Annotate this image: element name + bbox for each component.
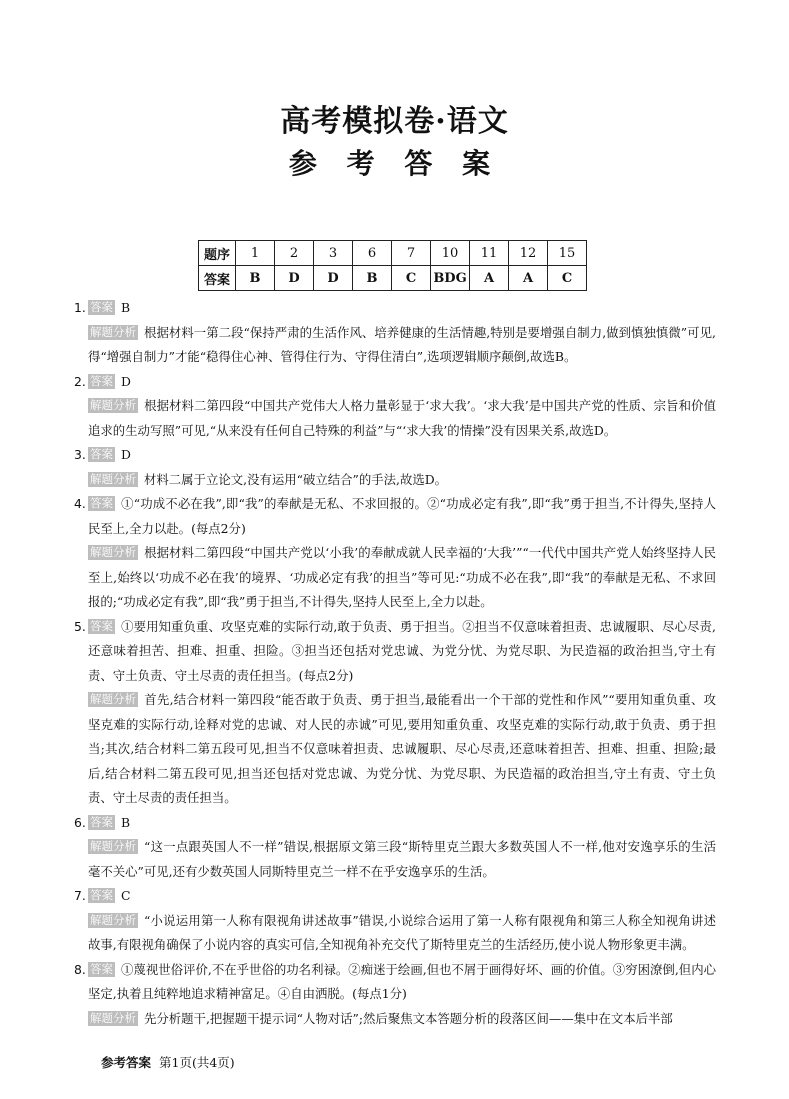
- answer-tag: 答案: [90, 373, 113, 388]
- answer-tag: 答案: [90, 447, 113, 461]
- analysis-tag: 解题分析: [90, 471, 136, 486]
- analysis-tag: 解题分析: [90, 692, 136, 706]
- question-number-cell: 3: [314, 241, 353, 266]
- answer-cell: C: [392, 266, 431, 291]
- answer-table-row-numbers: [199, 241, 587, 266]
- question-item: [74, 492, 716, 615]
- answer-tag: 答案: [90, 618, 113, 633]
- page-footer: [101, 1053, 235, 1071]
- question-number-cell: 2: [275, 241, 314, 266]
- analysis-tag: 解题分析: [90, 1010, 136, 1025]
- analysis-text: 根据材料一第二段“保持严肃的生活作风、培养健康的生活情趣,特别是要增强自制力,做到慎独慎微”可见,得“增强自制力”才能“稳得住心神、管得住行为、守得住清白”,选项逻辑顺序颠倒,故选B。: [88, 324, 716, 364]
- answer-text: C: [121, 888, 131, 903]
- footer-label: 参考答案: [101, 1055, 152, 1070]
- answer-cell: A: [509, 266, 548, 291]
- answer-text: D: [121, 373, 131, 389]
- answer-tag: 答案: [90, 961, 113, 976]
- answer-cell: BDG: [431, 266, 470, 291]
- question-number-cell: 12: [509, 241, 548, 266]
- answer-tag: 答案: [90, 814, 113, 829]
- analysis-text: 根据材料二第四段“中国共产党以‘小我’的奉献成就人民幸福的‘大我’”“一代代中国共产党人始终坚持人民至上,始终以‘功成不必在我’的境界、‘功成必定有我’的担当”等可见:“功成不必在我”,即“我”的奉献是无私、不求回报的;“功成必定有我”,即“我”勇于担当,不计得失,坚持人民至上,全力以赴。: [88, 545, 716, 609]
- answer-text: ①蔑视世俗评价,不在乎世俗的功名利禄。②痴迷于绘画,但也不屑于画得好坏、画的价值。③穷困潦倒,但内心坚定,执着且纯粹地追求精神富足。④自由洒脱。(每点1分): [88, 961, 716, 1001]
- question-item: [74, 811, 716, 885]
- answer-cell: D: [275, 266, 314, 291]
- question-item: [74, 958, 716, 1032]
- analysis-text: 先分析题干,把握题干提示词“人物对话”;然后聚焦文本答题分析的段落区间——集中在文本后半部: [144, 1010, 673, 1026]
- answer-text: D: [121, 447, 131, 462]
- answer-cell: C: [548, 266, 587, 291]
- question-item: [74, 443, 716, 492]
- question-number: 4.: [74, 496, 86, 511]
- question-number: 7.: [74, 888, 86, 903]
- question-number: 8.: [74, 961, 86, 977]
- question-item: [74, 615, 716, 811]
- answer-cell: A: [470, 266, 509, 291]
- answer-tag: 答案: [90, 888, 113, 902]
- answer-table-row-answers: [199, 266, 587, 291]
- page-subtitle: 参 考 答 案: [288, 147, 501, 180]
- question-number-cell: 1: [236, 241, 275, 266]
- answer-tag: 答案: [90, 300, 113, 314]
- analysis-tag: 解题分析: [90, 398, 136, 412]
- analysis-tag: 解题分析: [90, 324, 136, 339]
- table-header-cell: 答案: [199, 266, 236, 291]
- question-number-cell: 6: [353, 241, 392, 266]
- answer-cell: D: [314, 266, 353, 291]
- answers-content: [74, 296, 716, 1031]
- answer-text: B: [121, 300, 131, 315]
- analysis-text: 材料二属于立论文,没有运用“破立结合”的手法,故选D。: [144, 471, 448, 487]
- question-number: 1.: [74, 300, 86, 315]
- analysis-text: 首先,结合材料一第四段“能否敢于负责、勇于担当,最能看出一个干部的党性和作风”“要用知重负重、攻坚克难的实际行动,诠释对党的忠诚、对人民的赤诚”可见,要用知重负重、攻坚克难的实际行动,敢于负责、勇于担当;其次,结合材料二第五段可见,担当不仅意味着担责、忠诚履职、尽心尽责,还意味着担苦、担难、担重、担险;最后,结合材料二第五段可见,担当还包括对党忠诚、为党分忧、为党尽职、为民造福的政治担当,守土有责、守土负责、守土尽责的责任担当。: [88, 692, 716, 805]
- question-number-cell: 10: [431, 241, 470, 266]
- question-item: [74, 296, 716, 370]
- question-number-cell: 11: [470, 241, 509, 266]
- question-number: 6.: [74, 814, 86, 830]
- analysis-tag: 解题分析: [90, 912, 136, 927]
- page-title: 高考模拟卷·语文: [280, 104, 509, 139]
- analysis-text: 根据材料二第四段“中国共产党伟大人格力量彰显于‘求大我’。‘求大我’是中国共产党的性质、宗旨和价值追求的生动写照”可见,“从来没有任何自己特殊的利益”与“‘求大我’的情操”没有因果关系,故选D。: [88, 398, 716, 438]
- answer-text: ①要用知重负重、攻坚克难的实际行动,敢于负责、勇于担当。②担当不仅意味着担责、忠诚履职、尽心尽责,还意味着担苦、担难、担重、担险。③担当还包括对党忠诚、为党分忧、为党尽职、为民造福的政治担当,守土有责、守土负责、守土尽责的责任担当。(每点2分): [88, 618, 716, 683]
- question-number: 5.: [74, 618, 86, 634]
- footer-page-number: 第1页(共4页): [159, 1055, 235, 1070]
- question-item: [74, 370, 716, 444]
- analysis-tag: 解题分析: [90, 545, 136, 559]
- answer-cell: B: [353, 266, 392, 291]
- question-number-cell: 15: [548, 241, 587, 266]
- answer-tag: 答案: [90, 496, 113, 510]
- analysis-tag: 解题分析: [90, 839, 136, 853]
- answer-table: [198, 240, 587, 291]
- question-item: [74, 884, 716, 958]
- question-number-cell: 7: [392, 241, 431, 266]
- question-number: 3.: [74, 447, 86, 462]
- table-header-cell: 题序: [199, 241, 236, 266]
- analysis-text: “这一点跟英国人不一样”错误,根据原文第三段“斯特里克兰跟大多数英国人不一样,他对安逸享乐的生活毫不关心”可见,还有少数英国人同斯特里克兰一样不在乎安逸享乐的生活。: [88, 839, 716, 879]
- answer-text: ①“功成不必在我”,即“我”的奉献是无私、不求回报的。②“功成必定有我”,即“我”勇于担当,不计得失,坚持人民至上,全力以赴。(每点2分): [88, 496, 716, 536]
- answer-cell: B: [236, 266, 275, 291]
- answer-text: B: [121, 814, 131, 830]
- analysis-text: “小说运用第一人称有限视角讲述故事”错误,小说综合运用了第一人称有限视角和第三人称全知视角讲述故事,有限视角确保了小说内容的真实可信,全知视角补充交代了斯特里克兰的生活经历,使小说人物形象更丰满。: [88, 912, 716, 952]
- question-number: 2.: [74, 373, 86, 389]
